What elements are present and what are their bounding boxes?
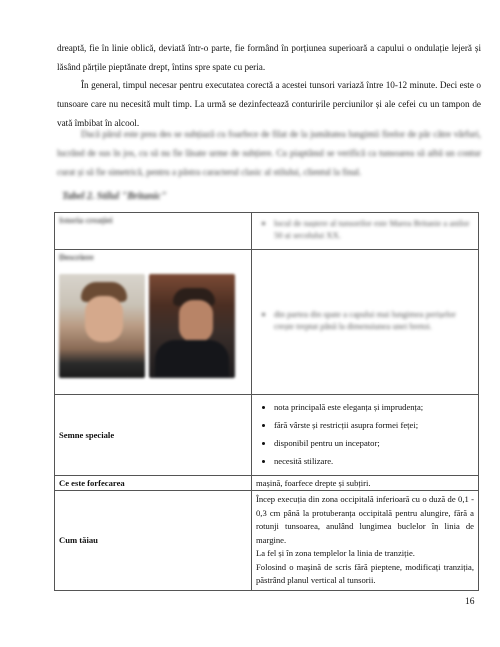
list-item: • nota principală este eleganța și imprudența; [274, 401, 474, 413]
paragraph-time: În general, timpul necesar pentru executatea corectă a acestei tunsori variază între 10-12 minute. Deci este o tunsoare care nu necesită mult timp. La urmă se dezinfectează conturirile perciunilor și ale cefei cu un tampon de vată îmbibat în alcool. [57, 80, 481, 128]
haircut-photo-front [59, 274, 145, 378]
row-label: Semne speciale [55, 395, 252, 476]
list-item: • fără vârste și restricții asupra formei feței; [274, 419, 474, 431]
page-number: 16 [465, 597, 475, 607]
row-value [252, 250, 479, 395]
table-caption: Tabel 2. Stilul "Britanic" [62, 191, 167, 202]
row-value [252, 213, 479, 250]
table-row [55, 491, 479, 591]
text-line: Folosind o mașină de scris fără pieptene, modificați tranziția, păstrând planul vertical al tunsorii. [256, 561, 474, 585]
list-item: • din partea din spate a capului mai lungimea perișelor crește treptat până la dimensiunea unei bretoi. [274, 308, 474, 332]
row-value: mașină, foarfece drepte și subțiri. [252, 476, 479, 491]
list-item: • disponibil pentru un incepator; [274, 437, 474, 449]
row-label: Istoria creației [55, 213, 252, 250]
special-signs-list [274, 401, 474, 467]
photo-pair [59, 274, 247, 378]
style-table [54, 212, 479, 591]
paragraph-continued: dreaptă, fie în linie oblică, deviată într-o parte, fie formând în porțiunea superioară a capului o ondulație lejeră și lăsând părțile pieptănate drept, întins spre spate cu peria. [57, 43, 481, 72]
text-line: Încep execuția din zona occipitală inferioară cu o duză de 0,1 - 0,3 cm până la protuberanța occipitală pentru alungire, fără a rotunji tunsoarea, anulând lungimea buclelor în linia de margine. [256, 494, 474, 545]
list-item: • locul de naștere al tunsorilor este Marea Britanie a anilor 50 ai secolului XX. [274, 217, 474, 241]
list-item: • necesită stilizare. [274, 455, 474, 467]
row-label: Cum tăiau [55, 491, 252, 591]
haircut-photo-side [149, 274, 235, 378]
row-label: Descriere [59, 252, 94, 262]
text-line: La fel și în zona templelor la linia de tranziție. [256, 548, 415, 558]
table-row [55, 250, 479, 395]
row-label: Ce este forfecarea [55, 476, 252, 491]
table-row [55, 476, 479, 491]
description-cell [55, 250, 252, 395]
row-value [252, 395, 479, 476]
table-row [55, 213, 479, 250]
row-value [252, 491, 479, 591]
paragraph-blurred: Dacă părul este prea des se subțiază cu foarfece de filat de la jumătatea lungimii firelor de păr către vârfuri, lucrând de sus în jos, cu să nu fie lăsate urme de subțiere. Cu piaptănul se verifică ca tunsoarea să aibă un contur curat și să fie simetrică, pentru a păstra caracterul clasic al stilului, clientul la final. [57, 129, 481, 177]
table-row [55, 395, 479, 476]
